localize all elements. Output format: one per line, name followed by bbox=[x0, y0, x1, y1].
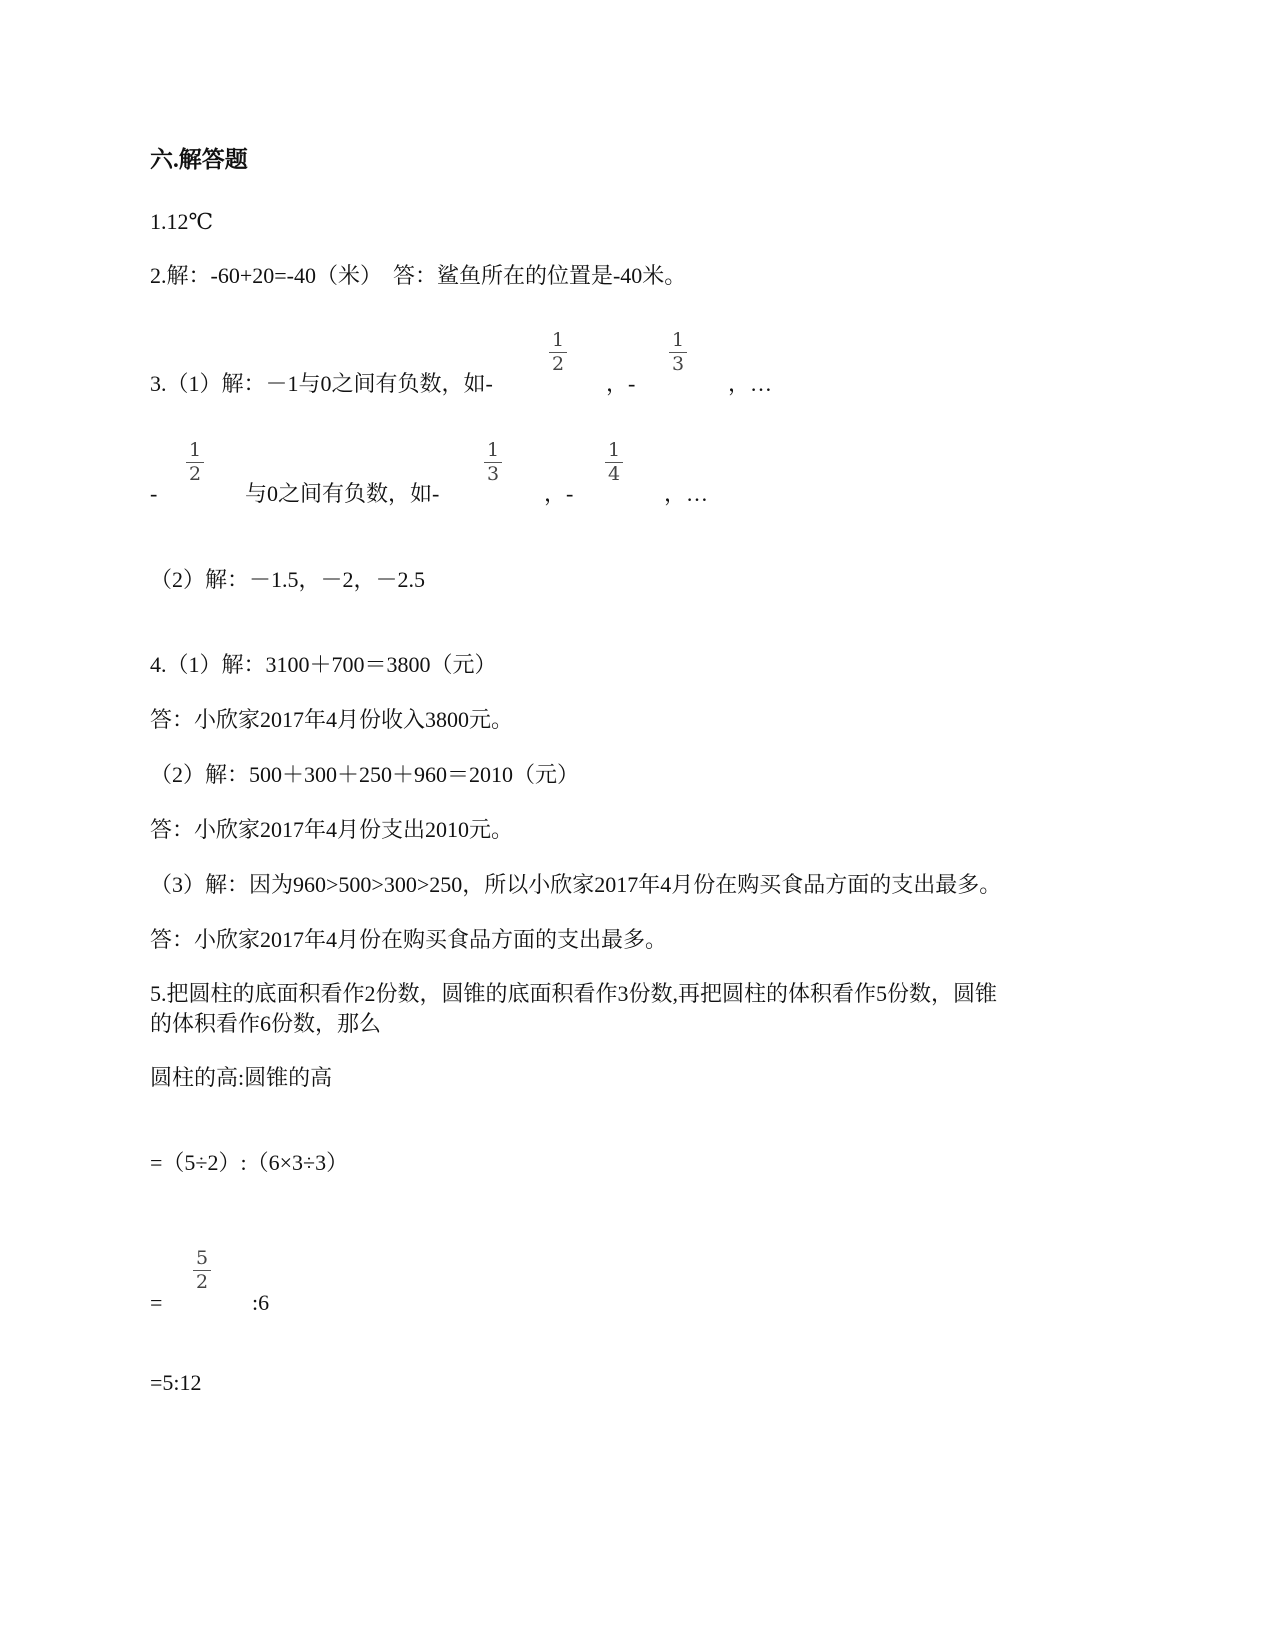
answer-4-part-1: 4.（1）解：3100＋700＝3800（元） bbox=[150, 652, 497, 677]
answer-4-part-1-answer: 答：小欣家2017年4月份收入3800元。 bbox=[150, 707, 514, 732]
answer-5-line-4: =（5÷2）:（6×3÷3） bbox=[150, 1150, 349, 1175]
fraction-numerator: 1 bbox=[671, 329, 685, 351]
separator: ，- bbox=[544, 481, 574, 506]
answer-5-line-6: =5:12 bbox=[150, 1370, 202, 1395]
fraction-denominator: 2 bbox=[551, 353, 565, 375]
fraction-numerator: 1 bbox=[607, 439, 621, 461]
fraction-denominator: 3 bbox=[486, 463, 500, 485]
answer-1: 1.12℃ bbox=[150, 209, 214, 234]
ratio-end: :6 bbox=[252, 1290, 270, 1315]
answer-5-line-2: 的体积看作6份数，那么 bbox=[150, 1011, 382, 1036]
answer-4-part-2-answer: 答：小欣家2017年4月份支出2010元。 bbox=[150, 817, 514, 842]
separator: ，- bbox=[606, 371, 636, 396]
equals-sign: = bbox=[150, 1290, 163, 1315]
minus-sign: - bbox=[150, 481, 158, 506]
fraction-denominator: 2 bbox=[188, 463, 202, 485]
answer-5-line-1: 5.把圆柱的底面积看作2份数，圆锥的底面积看作3份数,再把圆柱的体积看作5份数，圆锥 bbox=[150, 981, 998, 1006]
answer-3-line-1-prefix: 3.（1）解：－1与0之间有负数，如- bbox=[150, 371, 493, 396]
answer-4-part-3: （3）解：因为960>500>300>250，所以小欣家2017年4月份在购买食品方面的支出最多。 bbox=[150, 872, 1002, 897]
fraction-numerator: 1 bbox=[188, 439, 202, 461]
fraction-one-third bbox=[666, 330, 690, 375]
fraction-five-halves bbox=[190, 1248, 214, 1293]
section-title: 六.解答题 bbox=[150, 147, 248, 172]
answer-5-line-3: 圆柱的高:圆锥的高 bbox=[150, 1065, 333, 1090]
fraction-one-half bbox=[546, 330, 570, 375]
answer-3-line-2-text: 与0之间有负数，如- bbox=[245, 481, 440, 506]
fraction-numerator: 1 bbox=[486, 439, 500, 461]
answer-3-part-2: （2）解：－1.5，－2，－2.5 bbox=[150, 567, 426, 592]
fraction-one-half bbox=[183, 440, 207, 485]
fraction-numerator: 5 bbox=[195, 1247, 209, 1269]
fraction-denominator: 4 bbox=[607, 463, 621, 485]
ellipsis: ，… bbox=[728, 371, 773, 396]
answer-4-part-3-answer: 答：小欣家2017年4月份在购买食品方面的支出最多。 bbox=[150, 927, 668, 952]
answer-2: 2.解：-60+20=-40（米） 答：鲨鱼所在的位置是-40米。 bbox=[150, 263, 687, 288]
fraction-denominator: 2 bbox=[195, 1271, 209, 1293]
answer-4-part-2: （2）解：500＋300＋250＋960＝2010（元） bbox=[150, 762, 580, 787]
fraction-one-quarter bbox=[602, 440, 626, 485]
fraction-denominator: 3 bbox=[671, 353, 685, 375]
fraction-numerator: 1 bbox=[551, 329, 565, 351]
fraction-one-third bbox=[481, 440, 505, 485]
ellipsis: ，… bbox=[664, 481, 709, 506]
